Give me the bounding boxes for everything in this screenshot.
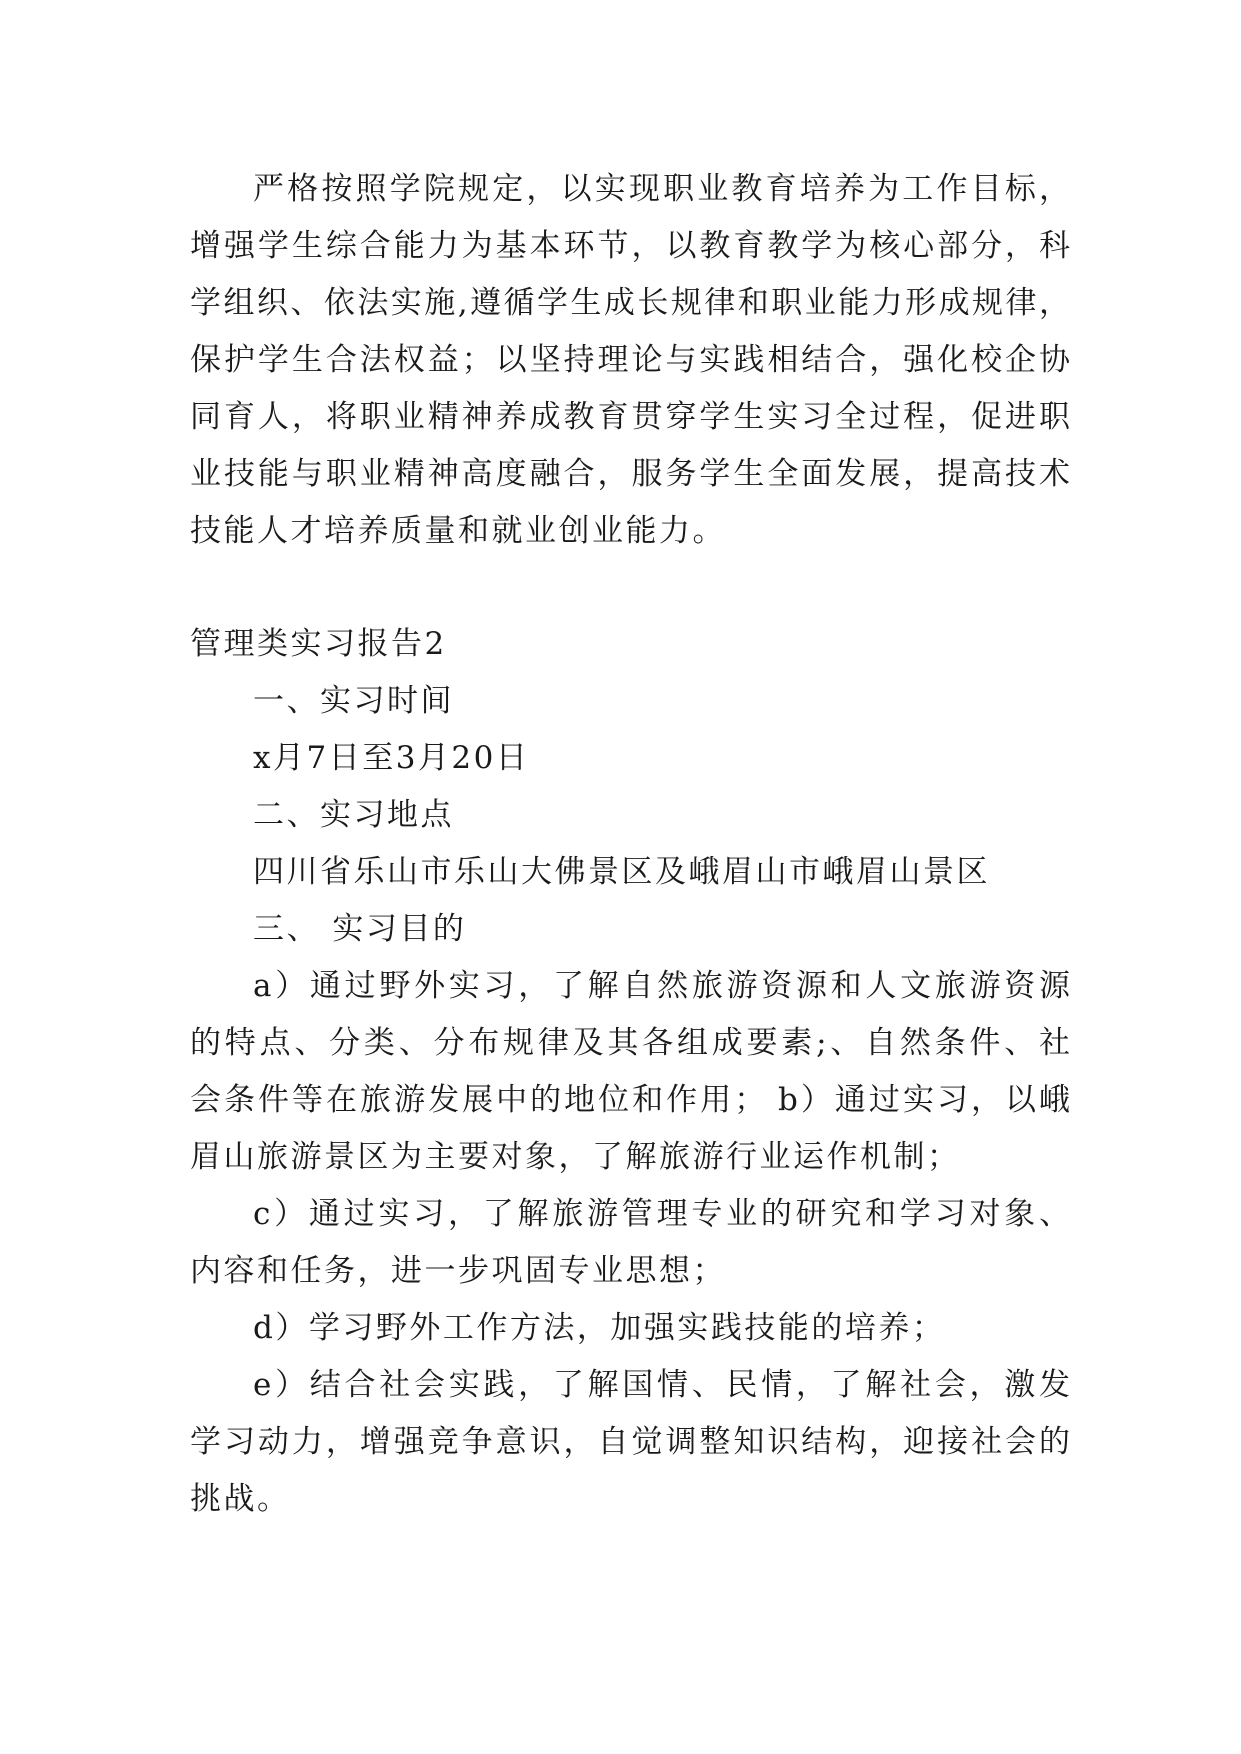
section-content-location: 四川省乐山市乐山大佛景区及峨眉山市峨眉山景区 — [253, 854, 990, 890]
purpose-e-line-3: 挑战。 — [190, 1481, 291, 1517]
report-title: 管理类实习报告2 — [190, 626, 447, 662]
purpose-a-line-4: 眉山旅游景区为主要对象，了解旅游行业运作机制； — [190, 1139, 961, 1175]
purpose-c-line-2: 内容和任务，进一步巩固专业思想； — [190, 1253, 726, 1289]
intro-line-3: 学组织、依法实施,遵循学生成长规律和职业能力形成规律， — [190, 285, 1070, 321]
purpose-a-line-1: a）通过野外实习，了解自然旅游资源和人文旅游资源 — [253, 968, 1070, 1004]
intro-line-5: 同育人，将职业精神养成教育贯穿学生实习全过程，促进职 — [190, 399, 1070, 435]
purpose-e-line-1: e）结合社会实践，了解国情、民情，了解社会，激发 — [253, 1367, 1070, 1403]
purpose-e-line-2: 学习动力，增强竞争意识，自觉调整知识结构，迎接社会的 — [190, 1424, 1070, 1460]
purpose-a-line-3: 会条件等在旅游发展中的地位和作用； b）通过实习，以峨 — [190, 1082, 1070, 1118]
intro-line-6: 业技能与职业精神高度融合，服务学生全面发展，提高技术 — [190, 456, 1070, 492]
section-heading-time: 一、实习时间 — [253, 683, 454, 719]
purpose-d-line-1: d）学习野外工作方法，加强实践技能的培养； — [253, 1310, 946, 1346]
intro-line-7: 技能人才培养质量和就业创业能力。 — [190, 513, 726, 549]
section-heading-location: 二、实习地点 — [253, 797, 454, 833]
intro-line-4: 保护学生合法权益；以坚持理论与实践相结合，强化校企协 — [190, 342, 1070, 378]
purpose-a-line-2: 的特点、分类、分布规律及其各组成要素;、自然条件、社 — [190, 1025, 1070, 1061]
intro-line-1: 严格按照学院规定，以实现职业教育培养为工作目标， — [253, 171, 1070, 207]
purpose-c-line-1: c）通过实习，了解旅游管理专业的研究和学习对象、 — [253, 1196, 1070, 1232]
section-heading-purpose: 三、 实习目的 — [253, 911, 467, 947]
intro-line-2: 增强学生综合能力为基本环节，以教育教学为核心部分，科 — [190, 228, 1070, 264]
section-content-time: x月7日至3月20日 — [253, 740, 530, 776]
